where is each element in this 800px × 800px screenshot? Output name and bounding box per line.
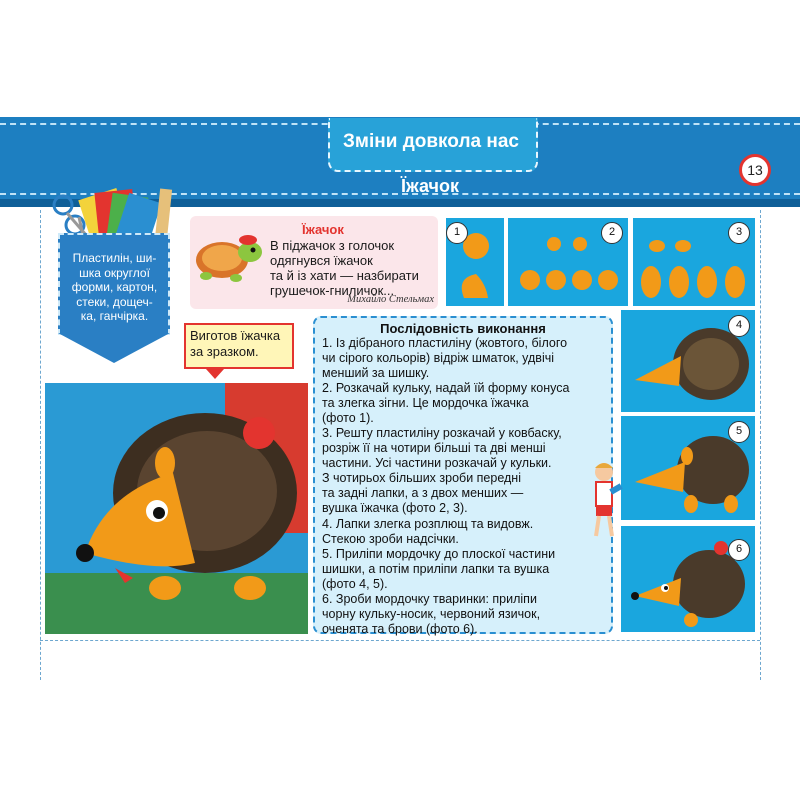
instruction-line: 3. Решту пластиліну розкачай у ковбаску,: [322, 426, 562, 440]
instruction-line: вушка їжачка (фото 2, 3).: [322, 501, 468, 515]
instruction-line: 5. Приліпи мордочку до плоскої частини: [322, 547, 556, 561]
bottom-margin-guide: [40, 640, 760, 641]
left-margin-guide: [40, 210, 41, 680]
callout-text: [190, 328, 290, 360]
callout-arrow-icon: [206, 369, 224, 379]
poem-line: грушечок-гниличок...: [270, 283, 395, 298]
instructions-title: Послідовність виконання: [380, 321, 546, 336]
materials-list: [63, 251, 166, 324]
lesson-title: Їжачок: [401, 176, 459, 196]
instruction-line: менший за шишку.: [322, 366, 430, 380]
poem-line: та й із хати — назбирати: [270, 268, 419, 283]
instruction-line: частини. Усі частини розкачай у кульки.: [322, 456, 552, 470]
page-title: Зміни довкола нас: [343, 131, 519, 152]
poem-title: Їжачок: [302, 222, 344, 237]
hedgehog-finished-image: [45, 383, 308, 634]
instruction-line: розріж її на чотири більші та дві менші: [322, 441, 546, 455]
instruction-line: 2. Розкачай кульку, надай їй форму конуса: [322, 381, 570, 395]
photo-number-badge: 1: [446, 222, 468, 244]
callout-line: Виготов їжачка: [190, 328, 281, 343]
instruction-line: оченята та брови (фото 6).: [322, 622, 478, 636]
photo-number-badge: 4: [728, 315, 750, 337]
poem-author: Михайло Стельмах: [347, 294, 434, 305]
photo-number-badge: 6: [728, 539, 750, 561]
page-number: 13: [739, 154, 771, 186]
materials-line: форми, картон,: [71, 280, 158, 294]
instruction-line: 1. Із дібраного пластиліну (жовтого, білого: [322, 336, 568, 350]
poem-line: одягнувся їжачок: [270, 253, 373, 268]
instruction-line: та злегка зігни. Це мордочка їжачка: [322, 396, 529, 410]
instruction-line: З чотирьох більших зроби передні: [322, 471, 521, 485]
instruction-line: та задні лапки, а з двох менших —: [322, 486, 524, 500]
instruction-line: Стекою зроби надсічки.: [322, 532, 459, 546]
instruction-line: (фото 4, 5).: [322, 577, 388, 591]
materials-line: ка, ганчірка.: [80, 309, 149, 323]
instruction-line: 4. Лапки злегка розплющ та видовж.: [322, 517, 534, 531]
instruction-line: 6. Зроби мордочку тваринки: приліпи: [322, 592, 537, 606]
materials-line: шка округлої: [79, 265, 150, 280]
instruction-line: чи сірого кольорів) відріж шматок, удвічі: [322, 351, 555, 365]
materials-line: стеки, дощеч-: [76, 294, 153, 309]
instruction-line: шишки, а потім приліпи лапки та вушка: [322, 562, 550, 576]
materials-line: Пластилін, ши-: [72, 251, 157, 265]
poem-line: В піджачок з голочок: [270, 238, 395, 253]
instruction-line: чорну кульку-носик, червоний язичок,: [322, 607, 541, 621]
boy-character-icon: [582, 460, 624, 540]
callout-line: за зразком.: [190, 344, 259, 359]
photo-number-badge: 2: [601, 222, 623, 244]
instruction-line: (фото 1).: [322, 411, 374, 425]
main-hedgehog-photo: [45, 383, 308, 634]
right-margin-guide: [760, 210, 761, 680]
turtle-icon: [192, 222, 268, 284]
photo-number-badge: 3: [728, 222, 750, 244]
photo-number-badge: 5: [728, 421, 750, 443]
materials-pocket-tip: [58, 333, 170, 363]
